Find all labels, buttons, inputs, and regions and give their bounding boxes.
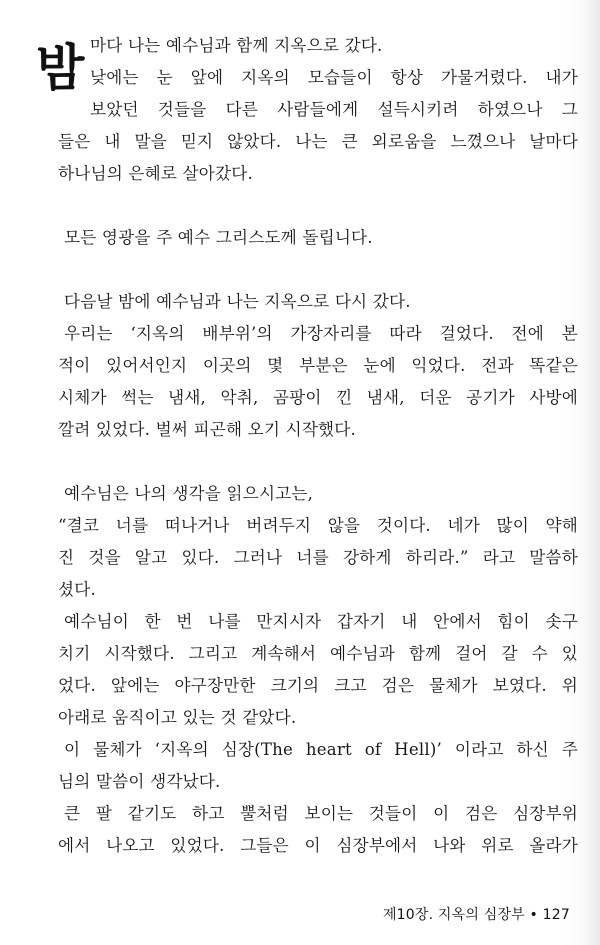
- drop-cap: 밤: [36, 39, 85, 97]
- page-edge-shadow: [582, 0, 600, 945]
- blank-line: [58, 190, 578, 222]
- text-line: 깔려 있었다. 벌써 피곤해 오기 시작했다.: [58, 420, 356, 439]
- blank-line: [58, 446, 578, 478]
- text-line: 진 것을 알고 있다. 그러나 너를 강하게 하리라.” 라고 말씀하: [58, 548, 578, 567]
- text-line: 하나님의 은혜로 살아갔다.: [58, 164, 253, 183]
- body-text: [58, 30, 578, 862]
- text-line: 들은 내 말을 믿지 않았다. 나는 큰 외로움을 느꼈으나 날마다: [58, 132, 578, 151]
- text-line: 모든 영광을 주 예수 그리스도께 돌립니다.: [64, 228, 373, 247]
- text-line: 시체가 썩는 냄새, 악취, 곰팡이 낀 냄새, 더운 공기가 사방에: [58, 388, 578, 407]
- text-line: 예수님은 나의 생각을 읽으시고는,: [64, 484, 314, 503]
- text-line: 었다. 앞에는 야구장만한 크기의 크고 검은 물체가 보였다. 위: [58, 676, 578, 695]
- text-line: 큰 팔 같기도 하고 뿔처럼 보이는 것들이 이 검은 심장부위: [64, 804, 578, 823]
- text-line: 다음날 밤에 예수님과 나는 지옥으로 다시 갔다.: [64, 292, 411, 311]
- text-line: 님의 말씀이 생각났다.: [58, 772, 221, 791]
- text-line: 적이 있어서인지 이곳의 몇 부분은 눈에 익었다. 전과 똑같은: [58, 356, 578, 375]
- text-line: 예수님이 한 번 나를 만지시자 갑자기 내 안에서 힘이 솟구: [64, 612, 578, 631]
- text-line: 마다 나는 예수님과 함께 지옥으로 갔다.: [90, 36, 383, 55]
- text-line: 아래로 움직이고 있는 것 같았다.: [58, 708, 297, 727]
- blank-line: [58, 254, 578, 286]
- text-line: 보았던 것들을 다른 사람들에게 설득시키려 하였으나 그: [90, 100, 578, 119]
- text-line: 우리는 ‘지옥의 배부위’의 가장자리를 따라 걸었다. 전에 본: [64, 324, 578, 343]
- text-line: 이 물체가 ‘지옥의 심장(The heart of Hell)’ 이라고 하신 주: [64, 740, 578, 759]
- page-footer: 제10장. 지옥의 심장부 • 127: [382, 907, 570, 923]
- text-line: “결코 너를 떠나거나 버려두지 않을 것이다. 네가 많이 약해: [58, 516, 578, 535]
- text-line: 낮에는 눈 앞에 지옥의 모습들이 항상 가물거렸다. 내가: [90, 68, 578, 87]
- text-line: 셨다.: [58, 580, 96, 599]
- text-line: 치기 시작했다. 그리고 계속해서 예수님과 함께 걸어 갈 수 있: [58, 644, 578, 663]
- text-line: 에서 나오고 있었다. 그들은 이 심장부에서 나와 위로 올라가: [58, 836, 578, 855]
